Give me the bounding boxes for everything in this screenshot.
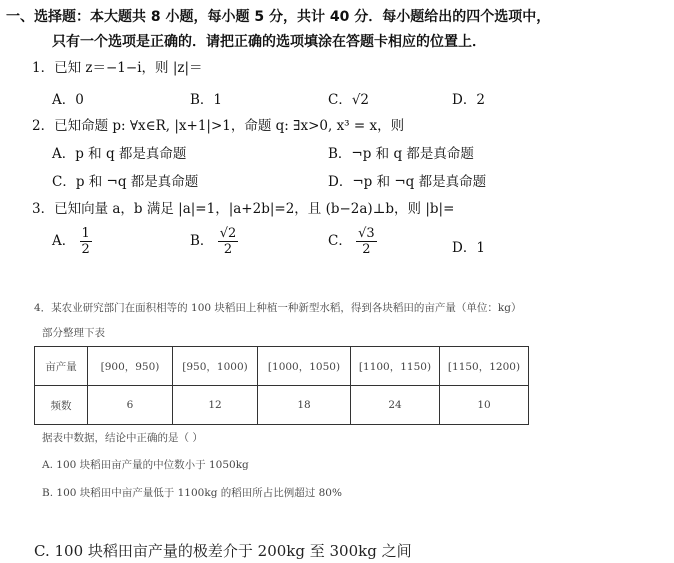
q3-option-b-denominator: 2 (223, 242, 233, 257)
question-4-prompt: 据表中数据，结论中正确的是（ ） (42, 432, 203, 444)
table-range-cell: [1150，1200) (440, 347, 529, 386)
q3-option-c-fraction (356, 226, 377, 257)
q2-option-b[interactable]: B．¬p 和 q 都是真命题 (328, 146, 474, 162)
q3-option-c-label: C． (328, 233, 352, 249)
q1-option-a[interactable]: A．0 (52, 92, 84, 108)
question-2-stem: 2．已知命题 p: ∀x∈R, |x+1|>1，命题 q: ∃x>0, x³ = x，则 (32, 118, 405, 134)
q3-option-a[interactable] (52, 226, 92, 257)
table-count-cell: 10 (440, 386, 529, 425)
q3-option-b[interactable] (190, 226, 238, 257)
q3-option-a-label: A． (52, 233, 76, 249)
q1-option-d[interactable]: D．2 (452, 92, 485, 108)
table-range-cell: [1000，1050) (258, 347, 351, 386)
q3-option-c-denominator: 2 (362, 242, 371, 257)
table-range-cell: [900，950) (88, 347, 173, 386)
q3-option-b-label: B． (190, 233, 214, 249)
table-count-cell: 24 (351, 386, 440, 425)
question-4-stem-2: 部分整理下表 (42, 327, 105, 339)
question-3-stem: 3．已知向量 a，b 满足 |a|=1，|a+2b|=2，且 (b−2a)⊥b，则 |b|= (32, 201, 455, 217)
question-4-stem: 4．某农业研究部门在面积相等的 100 块稻田上种植一种新型水稻，得到各块稻田的亩产量（单位：kg） (34, 302, 522, 314)
table-count-cell: 12 (173, 386, 258, 425)
q3-option-d[interactable]: D．1 (452, 240, 485, 256)
q1-option-c[interactable]: C．√2 (328, 92, 370, 108)
q3-option-a-fraction (80, 226, 92, 257)
table-row-counts (35, 386, 529, 425)
q4-option-b[interactable]: B. 100 块稻田中亩产量低于 1100kg 的稻田所占比例超过 80% (42, 487, 342, 499)
section-header-line1: 一、选择题：本大题共 8 小题，每小题 5 分，共计 40 分．每小题给出的四个选项中， (6, 9, 551, 25)
q1-option-b[interactable]: B．1 (190, 92, 223, 108)
table-header-label: 亩产量 (35, 347, 88, 386)
q2-option-d[interactable]: D．¬p 和 ¬q 都是真命题 (328, 174, 487, 190)
table-range-cell: [1100，1150) (351, 347, 440, 386)
q3-option-b-fraction (218, 226, 239, 257)
q3-option-b-numerator: √2 (219, 226, 237, 241)
q3-option-c-numerator: √3 (358, 226, 375, 241)
q3-option-a-numerator: 1 (81, 226, 90, 241)
q3-option-a-denominator: 2 (81, 242, 90, 257)
q4-option-a[interactable]: A. 100 块稻田亩产量的中位数小于 1050kg (42, 459, 249, 471)
section-header-line2: 只有一个选项是正确的．请把正确的选项填涂在答题卡相应的位置上． (52, 34, 486, 50)
yield-frequency-table (34, 346, 529, 425)
question-1-stem: 1．已知 z＝−1−i，则 |z|＝ (32, 60, 203, 76)
q4-option-c[interactable]: C. 100 块稻田亩产量的极差介于 200kg 至 300kg 之间 (34, 542, 412, 560)
table-count-label: 频数 (35, 386, 88, 425)
q3-option-c[interactable] (328, 226, 377, 257)
q2-option-c[interactable]: C．p 和 ¬q 都是真命题 (52, 174, 199, 190)
table-row-header (35, 347, 529, 386)
q2-option-a[interactable]: A．p 和 q 都是真命题 (52, 146, 187, 162)
table-range-cell: [950，1000) (173, 347, 258, 386)
table-count-cell: 18 (258, 386, 351, 425)
table-count-cell: 6 (88, 386, 173, 425)
